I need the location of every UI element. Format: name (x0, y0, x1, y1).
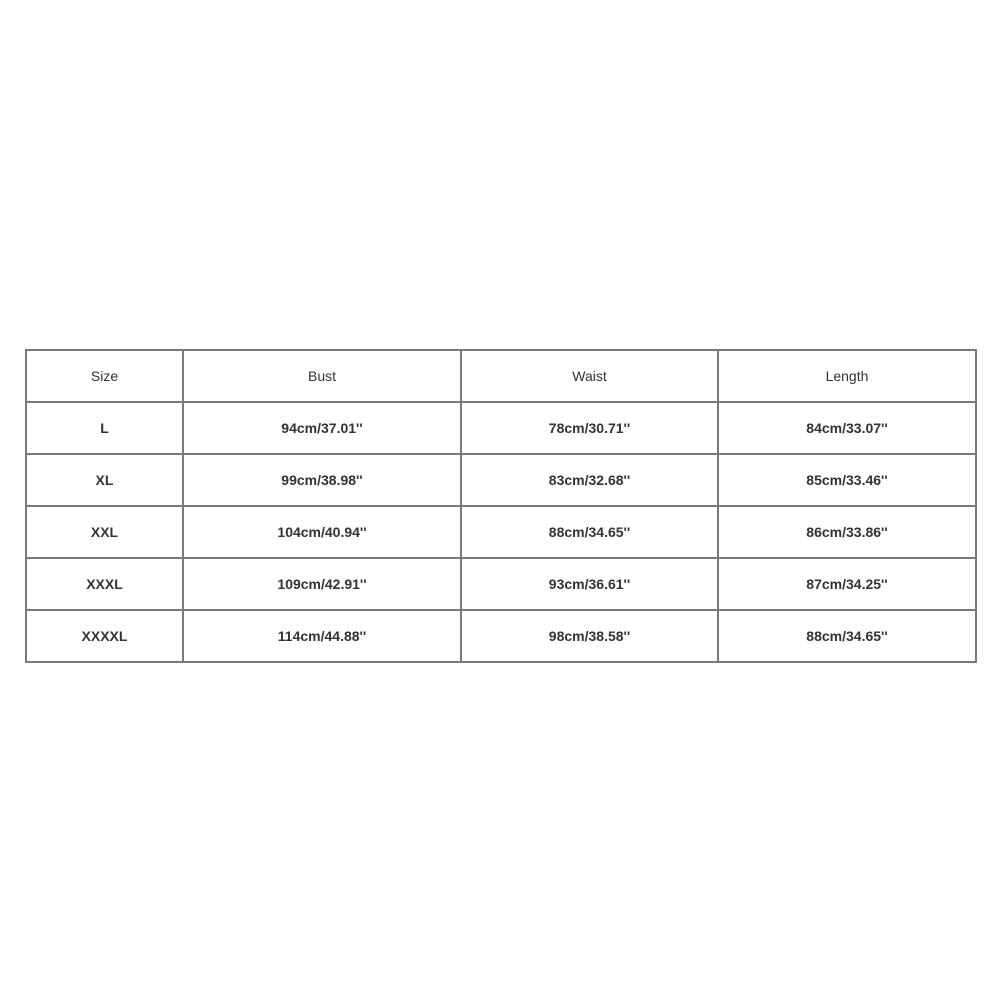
cell-bust: 104cm/40.94'' (183, 506, 461, 558)
cell-bust: 94cm/37.01'' (183, 402, 461, 454)
table-header-row (26, 350, 976, 402)
table-row (26, 402, 976, 454)
table-row (26, 610, 976, 662)
cell-length: 87cm/34.25'' (718, 558, 976, 610)
table-row (26, 506, 976, 558)
cell-length: 85cm/33.46'' (718, 454, 976, 506)
cell-length: 84cm/33.07'' (718, 402, 976, 454)
header-bust: Bust (183, 350, 461, 402)
cell-size: L (26, 402, 183, 454)
table-row (26, 558, 976, 610)
table-row (26, 454, 976, 506)
header-length: Length (718, 350, 976, 402)
cell-size: XL (26, 454, 183, 506)
cell-waist: 83cm/32.68'' (461, 454, 718, 506)
header-waist: Waist (461, 350, 718, 402)
header-size: Size (26, 350, 183, 402)
cell-length: 88cm/34.65'' (718, 610, 976, 662)
cell-size: XXXXL (26, 610, 183, 662)
size-chart-table (25, 349, 977, 663)
cell-waist: 78cm/30.71'' (461, 402, 718, 454)
cell-length: 86cm/33.86'' (718, 506, 976, 558)
cell-waist: 88cm/34.65'' (461, 506, 718, 558)
cell-size: XXL (26, 506, 183, 558)
cell-bust: 99cm/38.98'' (183, 454, 461, 506)
cell-waist: 98cm/38.58'' (461, 610, 718, 662)
cell-bust: 109cm/42.91'' (183, 558, 461, 610)
cell-waist: 93cm/36.61'' (461, 558, 718, 610)
cell-size: XXXL (26, 558, 183, 610)
cell-bust: 114cm/44.88'' (183, 610, 461, 662)
